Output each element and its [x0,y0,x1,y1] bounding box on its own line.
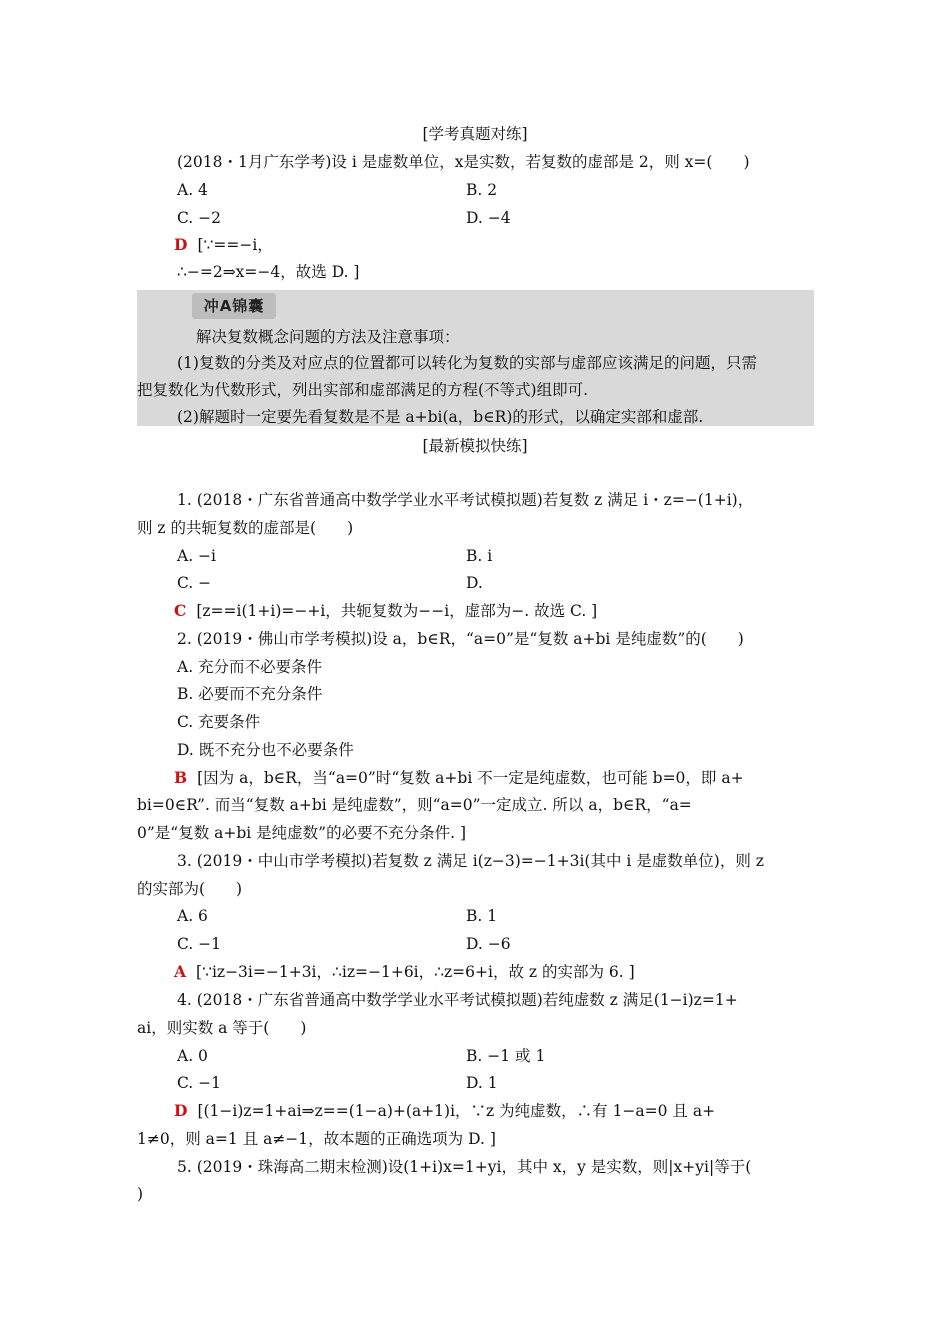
tip-line-1: 解决复数概念问题的方法及注意事项： [196,328,460,346]
q2-solution-line3: 0”是“复数 a+bi 是纯虚数”的必要不充分条件. ] [137,824,466,842]
solution-text: [因为 a，b∈R，当“a=0”时“复数 a+bi 不一定是纯虚数，也可能 b=0，即 a+ [197,769,744,787]
exam-solution-line1 [174,235,273,255]
section-title-exam: [学考真题对练] [422,125,528,143]
q3-stem-line2: 的实部为( ) [137,880,243,898]
q3-stem-line1: 3. (2019・中山市学考模拟)若复数 z 满足 i(z−3)=−1+3i(其中 i 是虚数单位)，则 z [177,852,764,870]
q3-option-d: D. −6 [466,935,511,953]
q1-solution [174,601,597,621]
q5-stem-line2: ) [137,1185,144,1203]
q4-option-a: A. 0 [177,1047,208,1065]
solution-text: [z==i(1+i)=−+i，共轭复数为−−i，虚部为−. 故选 C. ] [196,602,598,620]
solution-text: [(1−i)z=1+ai⇒z==(1−a)+(a+1)i，∵z 为纯虚数，∴有 1−a=0 且 a+ [197,1102,716,1120]
q2-solution-line1 [174,768,744,788]
exam-question-stem: (2018・1月广东学考)设 i 是虚数单位，x是实数，若复数的虚部是 2，则 x=( ) [177,153,750,171]
q5-stem-line1: 5. (2019・珠海高二期末检测)设(1+i)x=1+yi，其中 x，y 是实数，则|x+yi|等于( [177,1158,752,1176]
q2-solution-line2: bi=0∈R”. 而当“复数 a+bi 是纯虚数”，则“a=0”一定成立. 所以 a，b∈R，“a= [137,796,692,814]
q1-option-c: C. − [177,574,212,592]
q2-option-a: A. 充分而不必要条件 [177,658,323,676]
q4-stem-line2: ai，则实数 a 等于( ) [137,1019,307,1037]
section-title-mock: [最新模拟快练] [422,437,528,455]
q3-option-c: C. −1 [177,935,222,953]
q3-option-b: B. 1 [466,907,498,925]
answer-letter: B [174,768,188,787]
q3-solution [174,962,635,982]
q1-option-d: D. [466,574,483,592]
q4-option-b: B. −1 或 1 [466,1047,546,1065]
q2-stem: 2. (2019・佛山市学考模拟)设 a，b∈R，“a=0”是“复数 a+bi 是纯虚数”的( ) [177,630,744,648]
answer-letter: A [174,962,187,981]
q1-option-a: A. −i [177,547,216,565]
solution-text: [∵iz−3i=−1+3i，∴iz=−1+6i，∴z=6+i，故 z 的实部为 6. ] [196,963,635,981]
tip-line-3: 把复数化为代数形式，列出实部和虚部满足的方程(不等式)组即可. [137,381,589,399]
q4-option-d: D. 1 [466,1074,498,1092]
q4-solution-line1 [174,1101,715,1121]
tip-badge: 冲A锦囊 [192,293,276,319]
q4-solution-line2: 1≠0，则 a=1 且 a≠−1，故本题的正确选项为 D. ] [137,1130,496,1148]
exam-option-a: A. 4 [177,181,208,199]
q1-option-b: B. i [466,547,493,565]
exam-option-b: B. 2 [466,181,498,199]
answer-letter: D [174,1101,188,1120]
tip-line-4: (2)解题时一定要先看复数是不是 a+bi(a，b∈R)的形式，以确定实部和虚部. [177,408,704,426]
exam-solution-line2: ∴−=2⇒x=−4，故选 D. ] [177,263,360,281]
q2-option-c: C. 充要条件 [177,713,261,731]
q2-option-d: D. 既不充分也不必要条件 [177,741,354,759]
tip-line-2: (1)复数的分类及对应点的位置都可以转化为复数的实部与虚部应该满足的问题，只需 [177,354,757,372]
q2-option-b: B. 必要而不充分条件 [177,685,323,703]
solution-text: [∵==−i， [197,236,273,254]
q3-option-a: A. 6 [177,907,208,925]
q1-stem-line2: 则 z 的共轭复数的虚部是( ) [137,519,354,537]
answer-letter: C [174,601,187,620]
exam-option-c: C. −2 [177,209,222,227]
q1-stem-line1: 1. (2018・广东省普通高中数学学业水平考试模拟题)若复数 z 满足 i・z=−(1+i)， [177,491,754,509]
q4-option-c: C. −1 [177,1074,222,1092]
answer-letter: D [174,235,188,254]
exam-option-d: D. −4 [466,209,511,227]
q4-stem-line1: 4. (2018・广东省普通高中数学学业水平考试模拟题)若纯虚数 z 满足(1−i)z=1+ [177,991,738,1009]
